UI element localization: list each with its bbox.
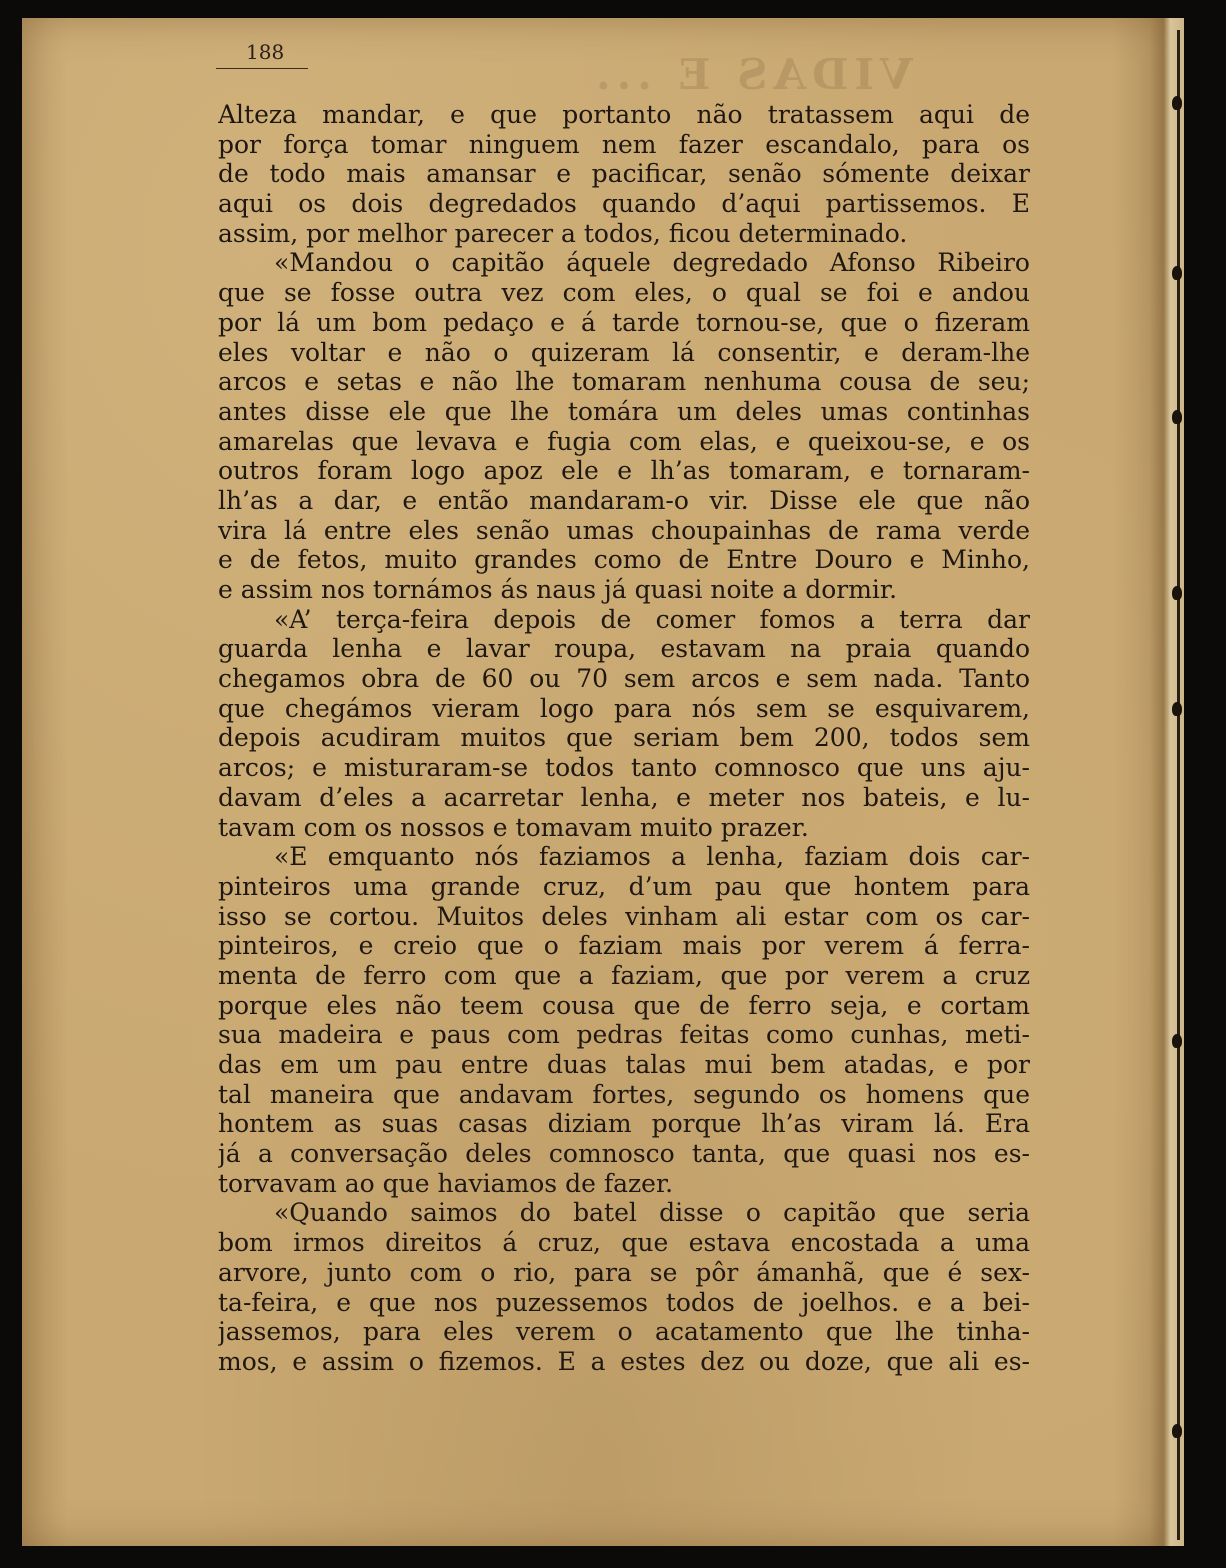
text-line: pinteiros uma grande cruz, d’um pau que hontem para — [218, 871, 1030, 901]
bleed-through-heading: VIDAS E ... — [590, 50, 913, 99]
text-line: chegamos obra de 60 ou 70 sem arcos e sem nada. Tanto — [218, 664, 1030, 694]
text-line: Alteza mandar, e que portanto não tratassem aqui de — [218, 100, 1030, 129]
binding-stitch-mark — [1172, 586, 1182, 600]
binding-edge — [1177, 30, 1180, 1540]
binding-stitch-mark — [1172, 96, 1182, 110]
text-line: «A’ terça-feira depois de comer fomos a terra dar — [274, 604, 1030, 634]
text-line: arcos; e misturaram-se todos tanto comnosco que uns aju- — [218, 753, 1030, 783]
binding-stitch-mark — [1172, 702, 1182, 716]
text-line: menta de ferro com que a faziam, que por verem a cruz — [218, 960, 1030, 990]
text-line: pinteiros, e creio que o faziam mais por verem á ferra- — [218, 931, 1030, 961]
text-line: das em um pau entre duas talas mui bem atadas, e por — [218, 1050, 1030, 1079]
text-line: aqui os dois degredados quando d’aqui partissemos. E — [218, 189, 1030, 219]
text-line: tavam com os nossos e tomavam muito prazer. — [218, 812, 809, 842]
text-line: guarda lenha e lavar roupa, estavam na praia quando — [218, 634, 1030, 664]
text-line: por força tomar ninguem nem fazer escandalo, para os — [218, 129, 1030, 159]
text-line: «E emquanto nós faziamos a lenha, faziam dois car- — [274, 842, 1030, 872]
text-line: antes disse ele que lhe tomára um deles umas continhas — [218, 396, 1030, 426]
text-line: ta-feira, e que nos puzessemos todos de joelhos. e a bei- — [218, 1287, 1030, 1317]
text-line: isso se cortou. Muitos deles vinham ali estar com os car- — [218, 901, 1030, 931]
binding-stitch-mark — [1172, 1034, 1182, 1048]
text-line: mos, e assim o fizemos. E a estes dez ou doze, que ali es- — [218, 1346, 1030, 1376]
page-number: 188 — [246, 40, 285, 64]
text-line: amarelas que levava e fugia com elas, e queixou-se, e os — [218, 426, 1030, 456]
text-line: arcos e setas e não lhe tomaram nenhuma cousa de seu; — [218, 367, 1030, 397]
text-line: já a conversação deles comnosco tanta, que quasi nos es- — [218, 1139, 1030, 1169]
text-line: depois acudiram muitos que seriam bem 200, todos sem — [218, 723, 1030, 753]
text-line: davam d’eles a acarretar lenha, e meter nos bateis, e lu- — [218, 782, 1030, 812]
text-line: tal maneira que andavam fortes, segundo os homens que — [218, 1079, 1030, 1109]
text-line: jassemos, para eles verem o acatamento que lhe tinha- — [218, 1317, 1030, 1347]
text-line: por lá um bom pedaço e á tarde tornou-se, que o fizeram — [218, 307, 1030, 337]
header-rule — [216, 68, 308, 69]
binding-stitch-mark — [1172, 410, 1182, 424]
text-line: e assim nos tornámos ás naus já quasi noite a dormir. — [218, 575, 898, 604]
text-line: bom irmos direitos á cruz, que estava encostada a uma — [218, 1228, 1030, 1258]
text-line: torvavam ao que haviamos de fazer. — [218, 1168, 674, 1198]
binding-stitch-mark — [1172, 1424, 1182, 1438]
text-line: vira lá entre eles senão umas choupainhas de rama verde — [218, 515, 1030, 545]
text-line: que chegámos vieram logo para nós sem se esquivarem, — [218, 693, 1030, 723]
text-line: porque eles não teem cousa que de ferro seja, e cortam — [218, 990, 1030, 1020]
text-line: hontem as suas casas diziam porque lh’as viram lá. Era — [218, 1109, 1030, 1139]
text-line: «Mandou o capitão áquele degredado Afonso Ribeiro — [274, 248, 1030, 278]
body-text — [218, 100, 1030, 1377]
text-line: «Quando saimos do batel disse o capitão que seria — [274, 1198, 1030, 1228]
text-line: assim, por melhor parecer a todos, ficou determinado. — [218, 218, 908, 248]
text-line: que se fosse outra vez com eles, o qual se foi e andou — [218, 278, 1030, 308]
text-line: arvore, junto com o rio, para se pôr ámanhã, que é sex- — [218, 1257, 1030, 1287]
text-line: outros foram logo apoz ele e lh’as tomaram, e tornaram- — [218, 456, 1030, 486]
text-line: lh’as a dar, e então mandaram-o vir. Disse ele que não — [218, 485, 1030, 515]
text-line: sua madeira e paus com pedras feitas como cunhas, meti- — [218, 1020, 1030, 1050]
text-line: e de fetos, muito grandes como de Entre Douro e Minho, — [218, 545, 1030, 575]
text-line: eles voltar e não o quizeram lá consentir, e deram-lhe — [218, 337, 1030, 367]
text-line: de todo mais amansar e pacificar, senão sómente deixar — [218, 159, 1030, 189]
binding-stitch-mark — [1172, 266, 1182, 280]
